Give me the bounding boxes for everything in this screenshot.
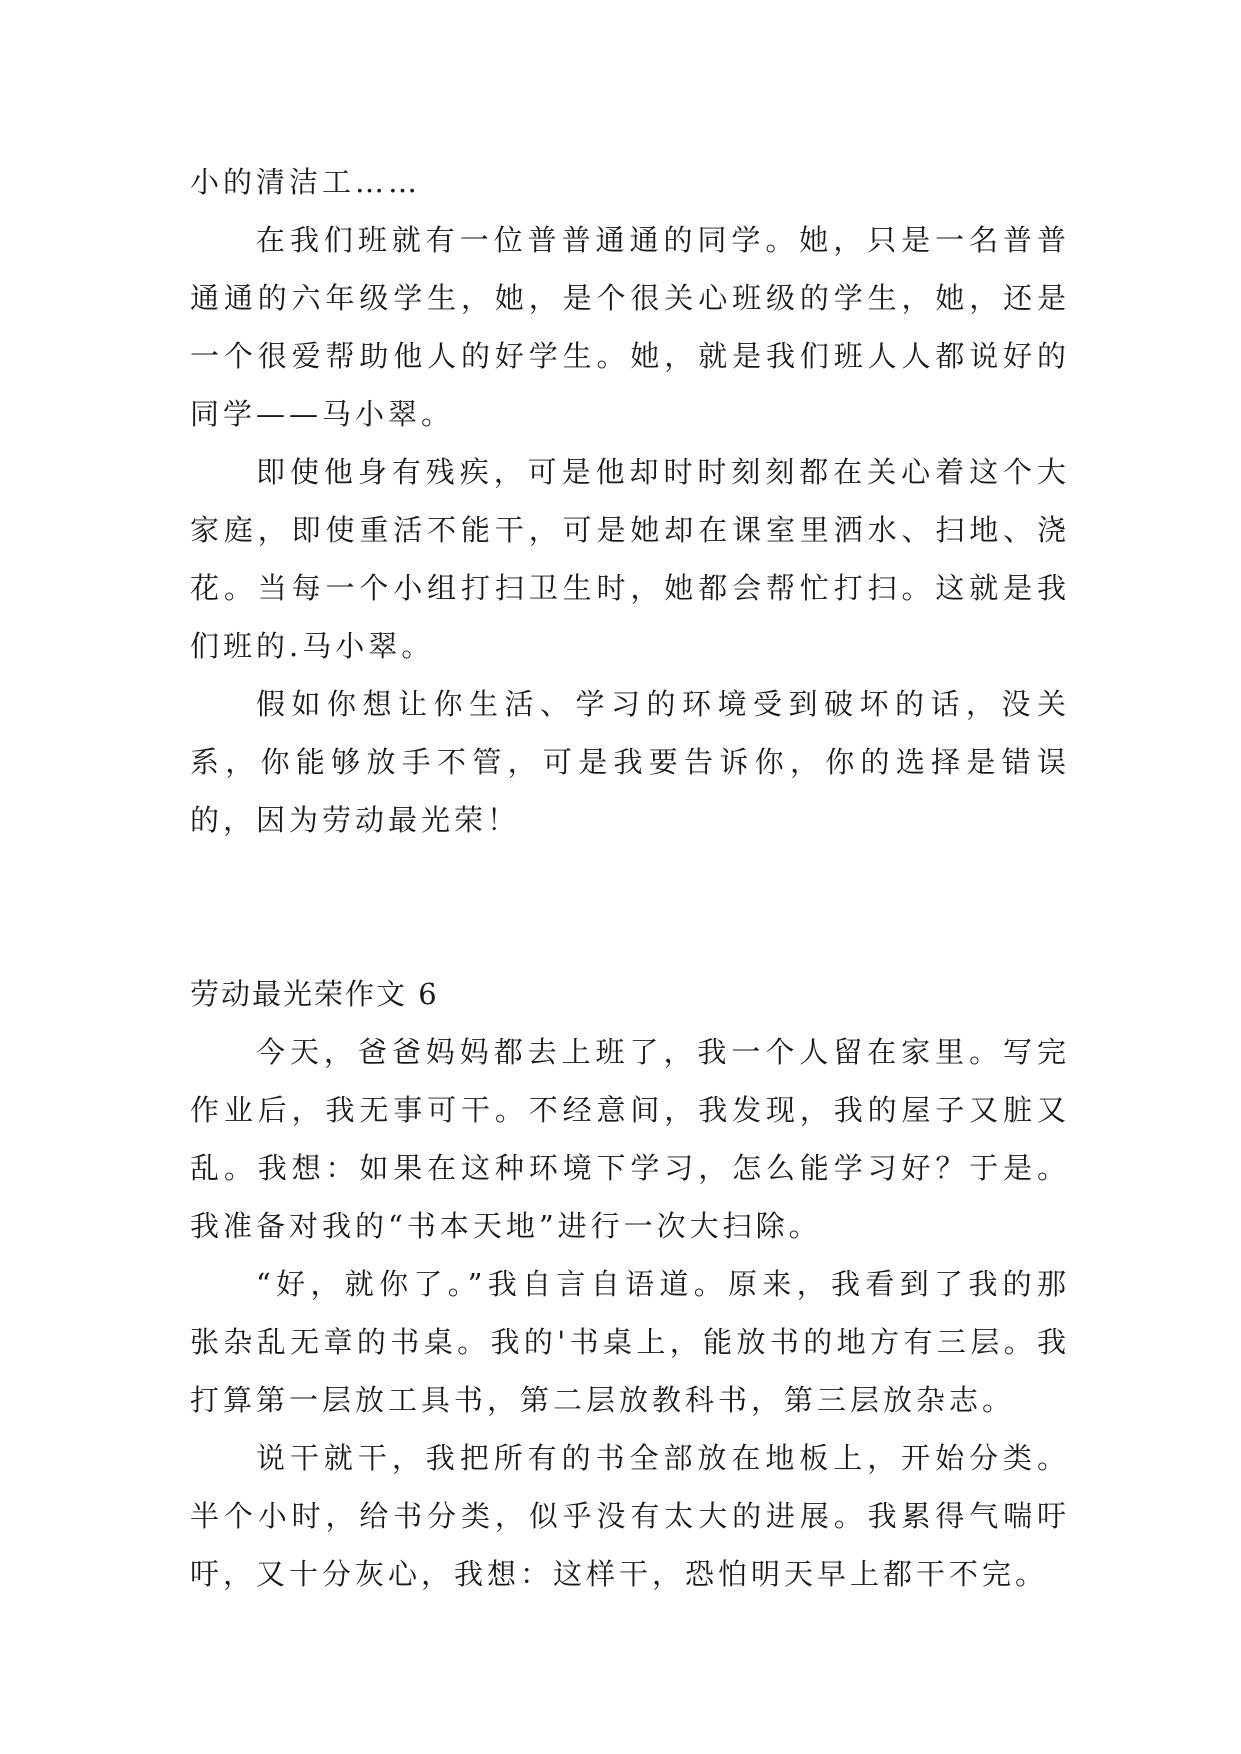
paragraph: 即使他身有残疾，可是他却时时刻刻都在关心着这个大家庭，即使重活不能干，可是她却在课室里洒水、扫地、浇花。当每一个小组打扫卫生时，她都会帮忙打扫。这就是我们班的.马小翠。 xyxy=(190,455,1070,663)
paragraph: 假如你想让你生活、学习的环境受到破坏的话，没关系，你能够放手不管，可是我要告诉你，你的选择是错误的，因为劳动最光荣！ xyxy=(190,687,1070,837)
paragraph: “好，就你了。”我自言自语道。原来，我看到了我的那张杂乱无章的书桌。我的'书桌上，能放书的地方有三层。我打算第一层放工具书，第二层放教科书，第三层放杂志。 xyxy=(190,1267,1070,1417)
paragraph: 在我们班就有一位普普通通的同学。她，只是一名普普通通的六年级学生，她，是个很关心班级的学生，她，还是一个很爱帮助他人的好学生。她，就是我们班人人都说好的同学——马小翠。 xyxy=(190,223,1070,431)
paragraph: 说干就干，我把所有的书全部放在地板上，开始分类。半个小时，给书分类，似乎没有太大的进展。我累得气喘吁吁，又十分灰心，我想：这样干，恐怕明天早上都干不完。 xyxy=(190,1441,1070,1591)
fragment-line: 小的清洁工…… xyxy=(190,165,422,199)
paragraph: 今天，爸爸妈妈都去上班了，我一个人留在家里。写完作业后，我无事可干。不经意间，我发现，我的屋子又脏又乱。我想：如果在这种环境下学习，怎么能学习好？于是。我准备对我的“书本天地”进行一次大扫除。 xyxy=(190,1035,1070,1243)
section-spacer xyxy=(190,849,1070,965)
document-body xyxy=(190,153,1070,1603)
section-title: 劳动最光荣作文 6 xyxy=(190,977,439,1011)
